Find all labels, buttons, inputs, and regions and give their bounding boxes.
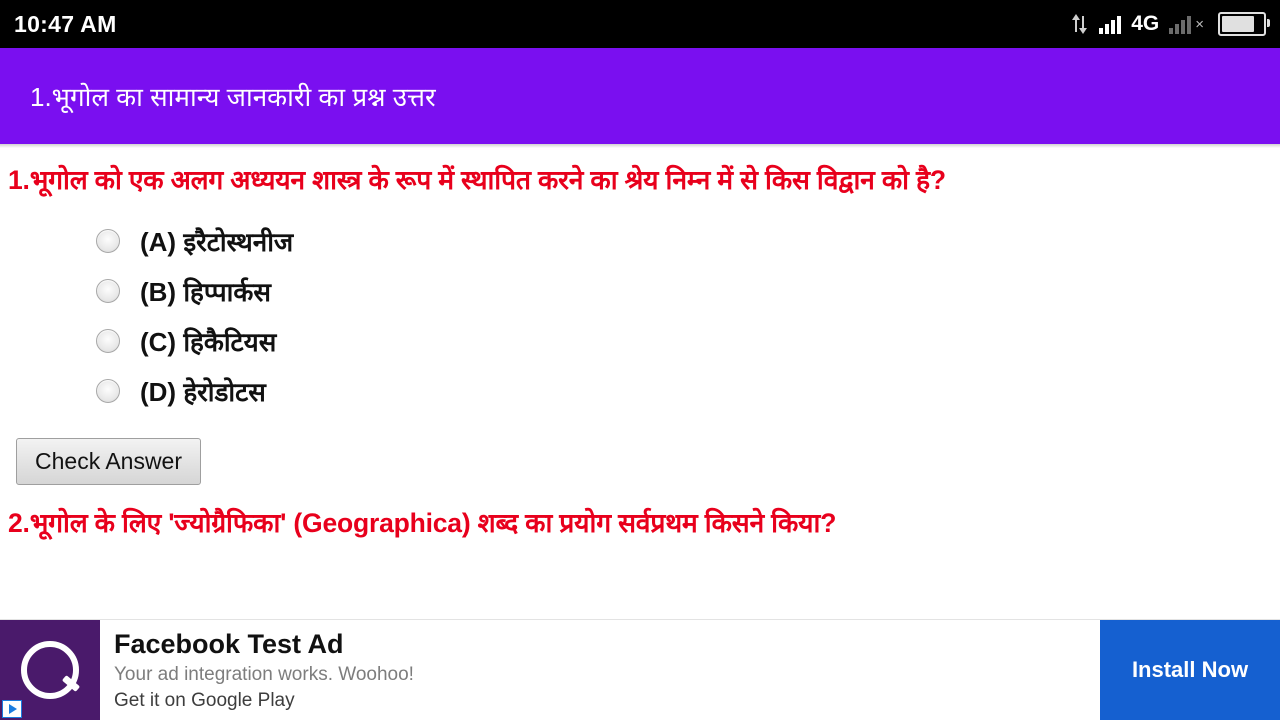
data-transfer-icon — [1071, 13, 1089, 35]
radio-icon-c[interactable] — [96, 329, 120, 353]
option-row[interactable] — [96, 216, 1272, 266]
ad-title: Facebook Test Ad — [114, 629, 344, 659]
ad-choices-icon[interactable] — [2, 700, 22, 718]
status-clock: 10:47 AM — [14, 10, 117, 37]
check-answer-button[interactable]: Check Answer — [16, 438, 201, 485]
ad-store-line: Get it on Google Play — [114, 690, 295, 711]
option-row[interactable] — [96, 316, 1272, 366]
option-label-b: (B) हिप्पार्कस — [140, 276, 271, 307]
option-label-a: (A) इरैटोस्थनीज — [140, 226, 294, 257]
question-1-options — [96, 216, 1272, 416]
option-row[interactable] — [96, 366, 1272, 416]
signal-bars-dim-icon — [1169, 14, 1191, 34]
sim-unavailable-icon: × — [1195, 15, 1204, 33]
app-bar — [0, 48, 1280, 144]
option-label-d: (D) हेरोडोटस — [140, 376, 266, 407]
network-type-label: 4G — [1131, 12, 1160, 35]
battery-icon — [1218, 12, 1266, 36]
ad-banner[interactable] — [0, 619, 1280, 720]
ad-text-block — [100, 620, 1100, 720]
ad-subtitle: Your ad integration works. Woohoo! — [114, 664, 414, 685]
radio-icon-d[interactable] — [96, 379, 120, 403]
magnifier-icon — [21, 641, 79, 699]
install-now-button[interactable]: Install Now — [1100, 620, 1280, 720]
question-2-text: 2.भूगोल के लिए 'ज्योग्रैफिका' (Geographica) शब्द का प्रयोग सर्वप्रथम किसने किया? — [8, 507, 837, 538]
app-bar-title: 1.भूगोल का सामान्य जानकारी का प्रश्न उत्तर — [30, 82, 436, 112]
option-row[interactable] — [96, 266, 1272, 316]
ad-thumbnail — [0, 620, 100, 720]
status-bar — [0, 0, 1280, 48]
radio-icon-a[interactable] — [96, 229, 120, 253]
status-icons — [1071, 12, 1266, 36]
signal-bars-icon — [1099, 14, 1121, 34]
radio-icon-b[interactable] — [96, 279, 120, 303]
option-label-c: (C) हिकैटियस — [140, 326, 277, 357]
question-1-text: 1.भूगोल को एक अलग अध्ययन शास्त्र के रूप में स्थापित करने का श्रेय निम्न में से किस विद्वान को है? — [8, 165, 946, 195]
